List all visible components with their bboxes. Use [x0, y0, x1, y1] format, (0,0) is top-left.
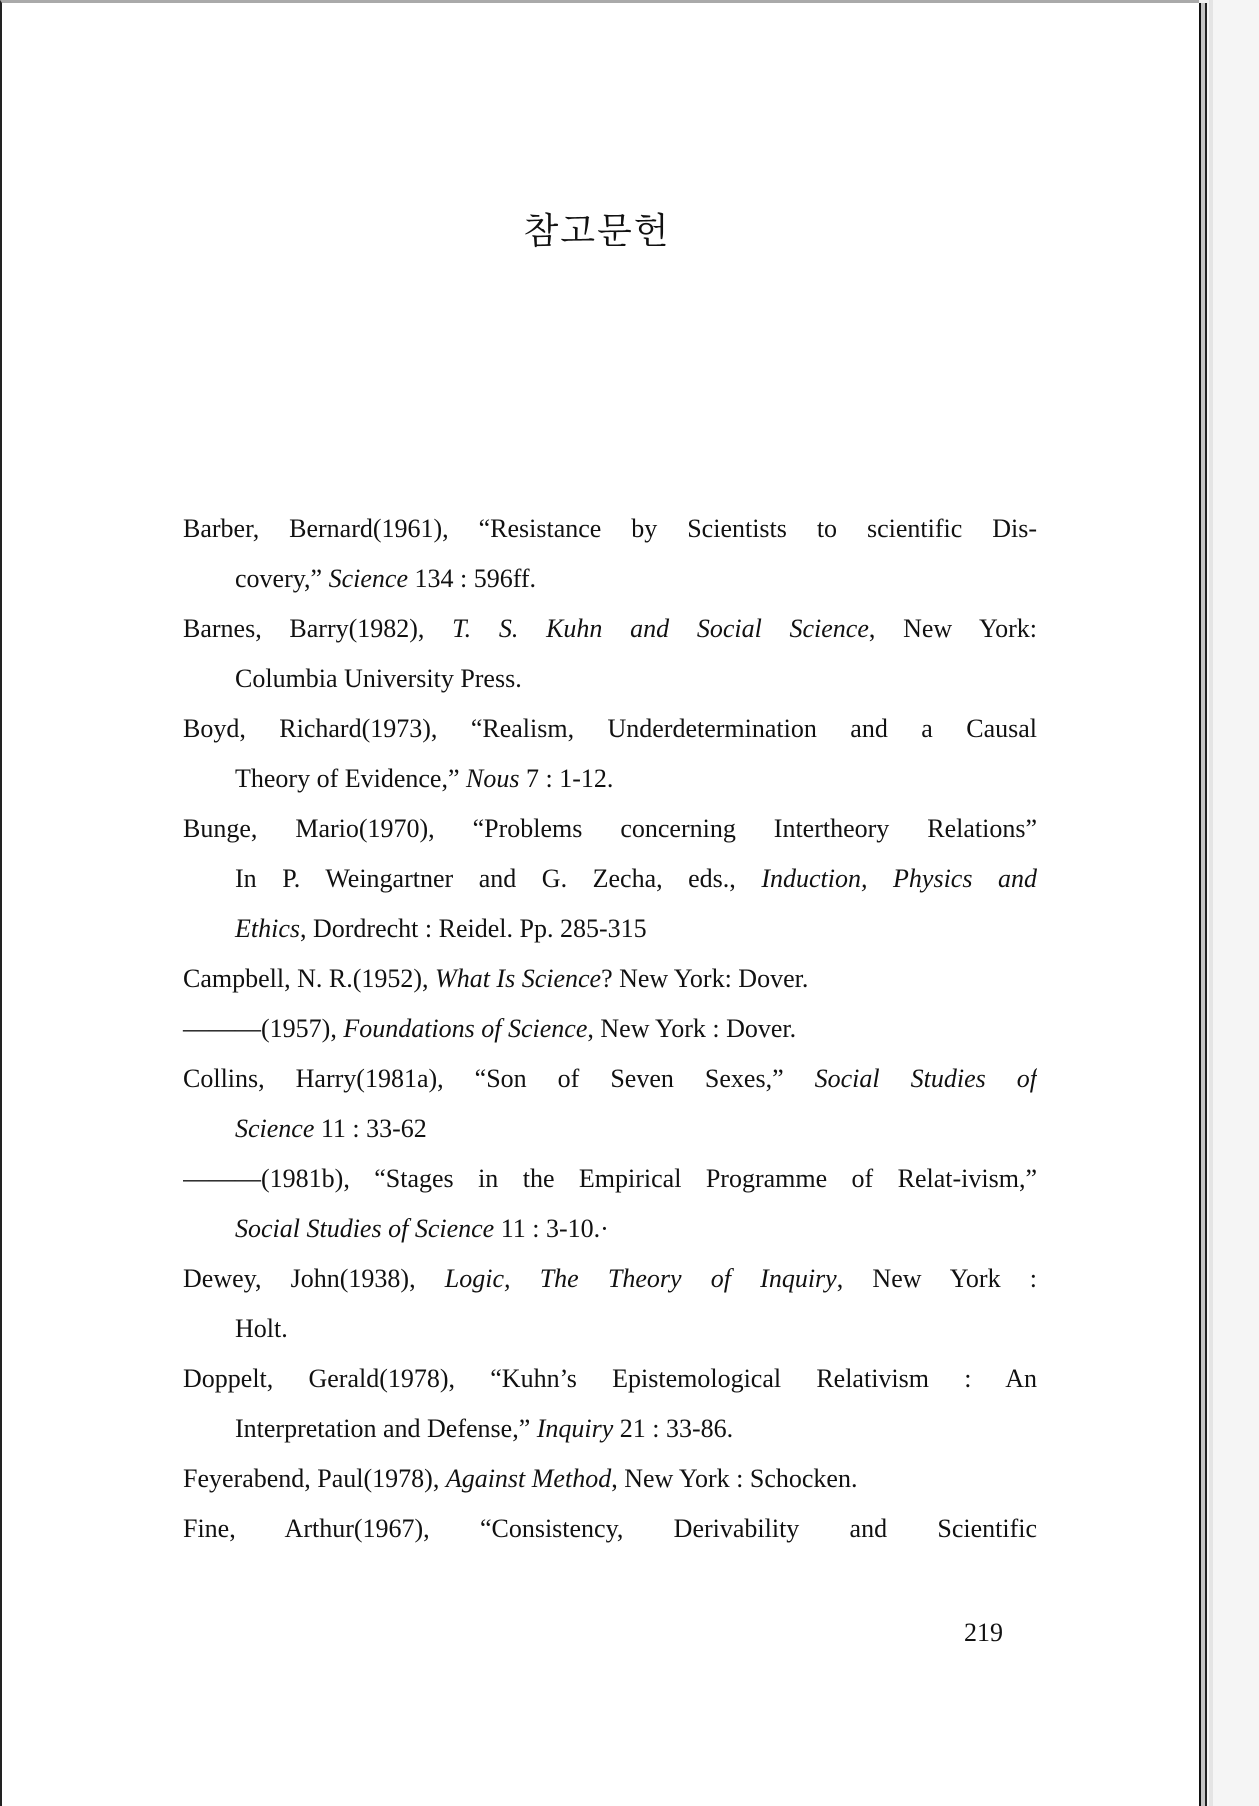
reference-title-italic: Nous: [466, 764, 520, 793]
reference-text: , New York : Schocken.: [611, 1464, 858, 1493]
reference-title-italic: Logic, The Theory of Inquiry: [444, 1264, 837, 1293]
reference-line: [183, 954, 1037, 1004]
reference-text: , Dordrecht : Reidel. Pp. 285-315: [300, 914, 647, 943]
reference-title-italic: T. S. Kuhn and Social Science: [452, 614, 869, 643]
reference-text: Holt.: [235, 1314, 288, 1343]
reference-line: [183, 1454, 1037, 1504]
reference-title-italic: Inquiry: [536, 1414, 614, 1443]
reference-line: [235, 1304, 1037, 1354]
reference-text: Interpretation and Defense,”: [235, 1414, 537, 1443]
reference-entry: [183, 1504, 1037, 1554]
reference-line: [183, 1354, 1037, 1404]
reference-line: [235, 1404, 1037, 1454]
reference-line: [235, 854, 1037, 904]
reference-text: Dewey, John(1938),: [183, 1264, 445, 1293]
reference-title-italic: Ethics: [235, 914, 300, 943]
reference-line: [183, 1254, 1037, 1304]
reference-entry: [183, 1254, 1037, 1354]
reference-text: Bunge, Mario(1970), “Problems concerning Intertheory Relations”: [183, 814, 1037, 843]
reference-entry: [183, 804, 1037, 954]
reference-title-italic: Induction, Physics and: [761, 864, 1037, 893]
reference-entry: [183, 1054, 1037, 1154]
reference-line: [183, 804, 1037, 854]
reference-line: [183, 1004, 1037, 1054]
reference-line: [235, 754, 1037, 804]
reference-text: Theory of Evidence,”: [235, 764, 467, 793]
reference-entry: [183, 954, 1037, 1004]
reference-title-italic: Foundations of Science: [343, 1014, 588, 1043]
reference-text: Fine, Arthur(1967), “Consistency, Derivability and Scientific: [183, 1514, 1037, 1543]
reference-line: [183, 704, 1037, 754]
reference-entry: [183, 1454, 1037, 1504]
reference-text: 11 : 3-10.·: [494, 1214, 609, 1243]
reference-entry: [183, 1004, 1037, 1054]
reference-text: Feyerabend, Paul(1978),: [183, 1464, 446, 1493]
reference-entry: [183, 504, 1037, 604]
reference-text: In P. Weingartner and G. Zecha, eds.,: [235, 864, 762, 893]
reference-line: [183, 504, 1037, 554]
page-number: 219: [964, 1618, 1003, 1647]
reference-text: Barber, Bernard(1961), “Resistance by Scientists to scientific Dis-: [183, 514, 1037, 543]
reference-line: [235, 654, 1037, 704]
reference-title-italic: Science: [235, 1114, 315, 1143]
reference-entry: [183, 704, 1037, 804]
reference-list: [183, 504, 1037, 1554]
reference-text: 11 : 33-62: [314, 1114, 427, 1143]
reference-text: 134 : 596ff.: [407, 564, 537, 593]
reference-text: Doppelt, Gerald(1978), “Kuhn’s Epistemological Relativism : An: [183, 1364, 1037, 1393]
reference-entry: [183, 604, 1037, 704]
reference-text: ? New York: Dover.: [601, 964, 809, 993]
reference-text: 7 : 1-12.: [519, 764, 614, 793]
reference-text: , New York:: [868, 614, 1037, 643]
reference-text: ———(1957),: [183, 1014, 344, 1043]
reference-line: [183, 1054, 1037, 1104]
reference-text: , New York : Dover.: [587, 1014, 797, 1043]
reference-line: [235, 1104, 1037, 1154]
reference-line: [183, 1504, 1037, 1554]
reference-text: Campbell, N. R.(1952),: [183, 964, 436, 993]
reference-text: , New York :: [836, 1264, 1037, 1293]
reference-title-italic: What Is Science: [435, 964, 602, 993]
reference-title-italic: Social Studies of: [814, 1064, 1037, 1093]
reference-line: [235, 1204, 1037, 1254]
reference-text: covery,”: [235, 564, 329, 593]
reference-line: [235, 554, 1037, 604]
reference-line: [183, 1154, 1037, 1204]
reference-line: [235, 904, 1037, 954]
reference-text: 21 : 33-86.: [613, 1414, 734, 1443]
reference-text: ———(1981b), “Stages in the Empirical Programme of Relat-ivism,”: [183, 1164, 1037, 1193]
reference-entry: [183, 1354, 1037, 1454]
reference-line: [183, 604, 1037, 654]
reference-entry: [183, 1154, 1037, 1254]
reference-text: Collins, Harry(1981a), “Son of Seven Sexes,”: [183, 1064, 815, 1093]
reference-text: Boyd, Richard(1973), “Realism, Underdetermination and a Causal: [183, 714, 1037, 743]
page-shadow: [1209, 0, 1213, 1806]
reference-title-italic: Against Method: [445, 1464, 612, 1493]
page-edge: [1199, 3, 1207, 1806]
reference-text: Columbia University Press.: [235, 664, 522, 693]
reference-title-italic: Social Studies of Science: [235, 1214, 495, 1243]
page-title: 참고문헌: [523, 211, 671, 252]
reference-title-italic: Science: [328, 564, 408, 593]
reference-text: Barnes, Barry(1982),: [183, 614, 453, 643]
